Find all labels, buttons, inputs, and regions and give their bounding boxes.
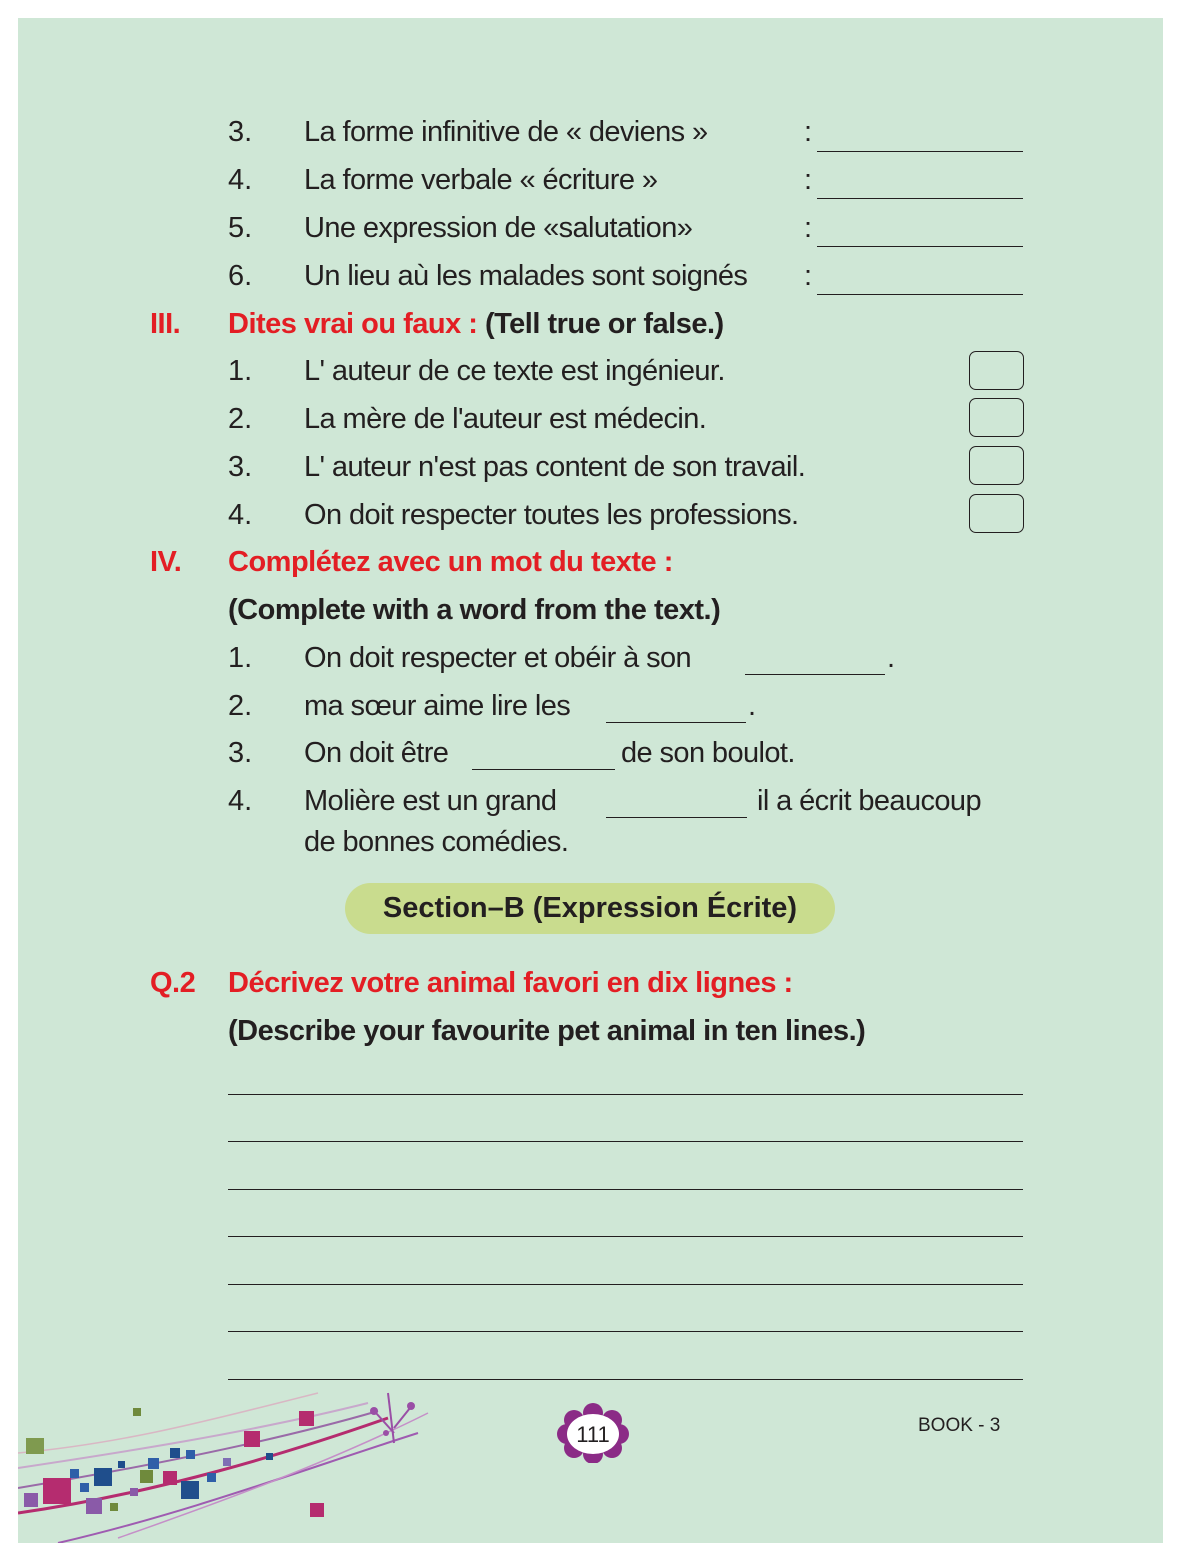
sentence-end: il a écrit beaucoup xyxy=(757,785,981,817)
heading-english: (Tell true or false.) xyxy=(484,308,724,340)
sentence-end: . xyxy=(748,690,756,722)
statement-text: On doit respecter toutes les professions. xyxy=(304,499,799,531)
true-false-box[interactable] xyxy=(969,351,1024,390)
writing-line[interactable] xyxy=(228,1236,1023,1237)
heading-french: Décrivez votre animal favori en dix lignes : xyxy=(228,967,793,999)
item-number: 1. xyxy=(228,355,253,387)
writing-line[interactable] xyxy=(228,1094,1023,1095)
item-number: 4. xyxy=(228,499,253,531)
heading-english: (Describe your favourite pet animal in ten lines.) xyxy=(228,1015,866,1047)
section-numeral: III. xyxy=(150,308,181,340)
question-number: Q.2 xyxy=(150,967,196,999)
sentence-start: On doit respecter et obéir à son xyxy=(304,642,692,674)
section-b-banner: Section–B (Expression Écrite) xyxy=(345,883,835,934)
sentence-end: . xyxy=(887,642,895,674)
writing-line[interactable] xyxy=(228,1331,1023,1332)
answer-blank[interactable] xyxy=(817,151,1023,152)
worksheet-page xyxy=(18,18,1163,1543)
item-number: 4. xyxy=(228,164,253,196)
question-text: Un lieu aù les malades sont soignés xyxy=(304,260,748,292)
true-false-box[interactable] xyxy=(969,494,1024,533)
decorative-swirl-graphic xyxy=(18,1373,438,1543)
true-false-box[interactable] xyxy=(969,398,1024,437)
section-numeral: IV. xyxy=(150,546,182,578)
colon: : xyxy=(804,116,812,148)
heading-french: Dites vrai ou faux : xyxy=(228,308,478,340)
item-number: 1. xyxy=(228,642,253,674)
fill-blank[interactable] xyxy=(472,769,615,770)
answer-blank[interactable] xyxy=(817,246,1023,247)
fill-blank[interactable] xyxy=(606,722,746,723)
item-number: 3. xyxy=(228,737,253,769)
question-text: La forme verbale « écriture » xyxy=(304,164,658,196)
item-number: 2. xyxy=(228,690,253,722)
item-number: 3. xyxy=(228,116,253,148)
writing-line[interactable] xyxy=(228,1141,1023,1142)
page-number: 111 xyxy=(576,1422,610,1447)
writing-line[interactable] xyxy=(228,1284,1023,1285)
sentence-start: Molière est un grand xyxy=(304,785,557,817)
item-number: 6. xyxy=(228,260,253,292)
sentence-start: On doit être xyxy=(304,737,449,769)
item-number: 5. xyxy=(228,212,253,244)
sentence-continuation: de bonnes comédies. xyxy=(304,826,569,858)
fill-blank[interactable] xyxy=(745,674,885,675)
statement-text: L' auteur n'est pas content de son travail. xyxy=(304,451,806,483)
sentence-start: ma sœur aime lire les xyxy=(304,690,571,722)
colon: : xyxy=(804,164,812,196)
item-number: 4. xyxy=(228,785,253,817)
fill-blank[interactable] xyxy=(606,817,747,818)
statement-text: La mère de l'auteur est médecin. xyxy=(304,403,707,435)
item-number: 2. xyxy=(228,403,253,435)
sentence-end: de son boulot. xyxy=(621,737,795,769)
answer-blank[interactable] xyxy=(817,198,1023,199)
book-label: BOOK - 3 xyxy=(918,1415,1001,1436)
item-number: 3. xyxy=(228,451,253,483)
colon: : xyxy=(804,212,812,244)
heading-english: (Complete with a word from the text.) xyxy=(228,594,721,626)
question-text: Une expression de «salutation» xyxy=(304,212,693,244)
page-number-flower xyxy=(553,1403,633,1463)
heading-french: Complétez avec un mot du texte : xyxy=(228,546,673,578)
answer-blank[interactable] xyxy=(817,294,1023,295)
colon: : xyxy=(804,260,812,292)
true-false-box[interactable] xyxy=(969,446,1024,485)
question-text: La forme infinitive de « deviens » xyxy=(304,116,708,148)
writing-line[interactable] xyxy=(228,1189,1023,1190)
statement-text: L' auteur de ce texte est ingénieur. xyxy=(304,355,725,387)
section-heading xyxy=(228,308,724,341)
